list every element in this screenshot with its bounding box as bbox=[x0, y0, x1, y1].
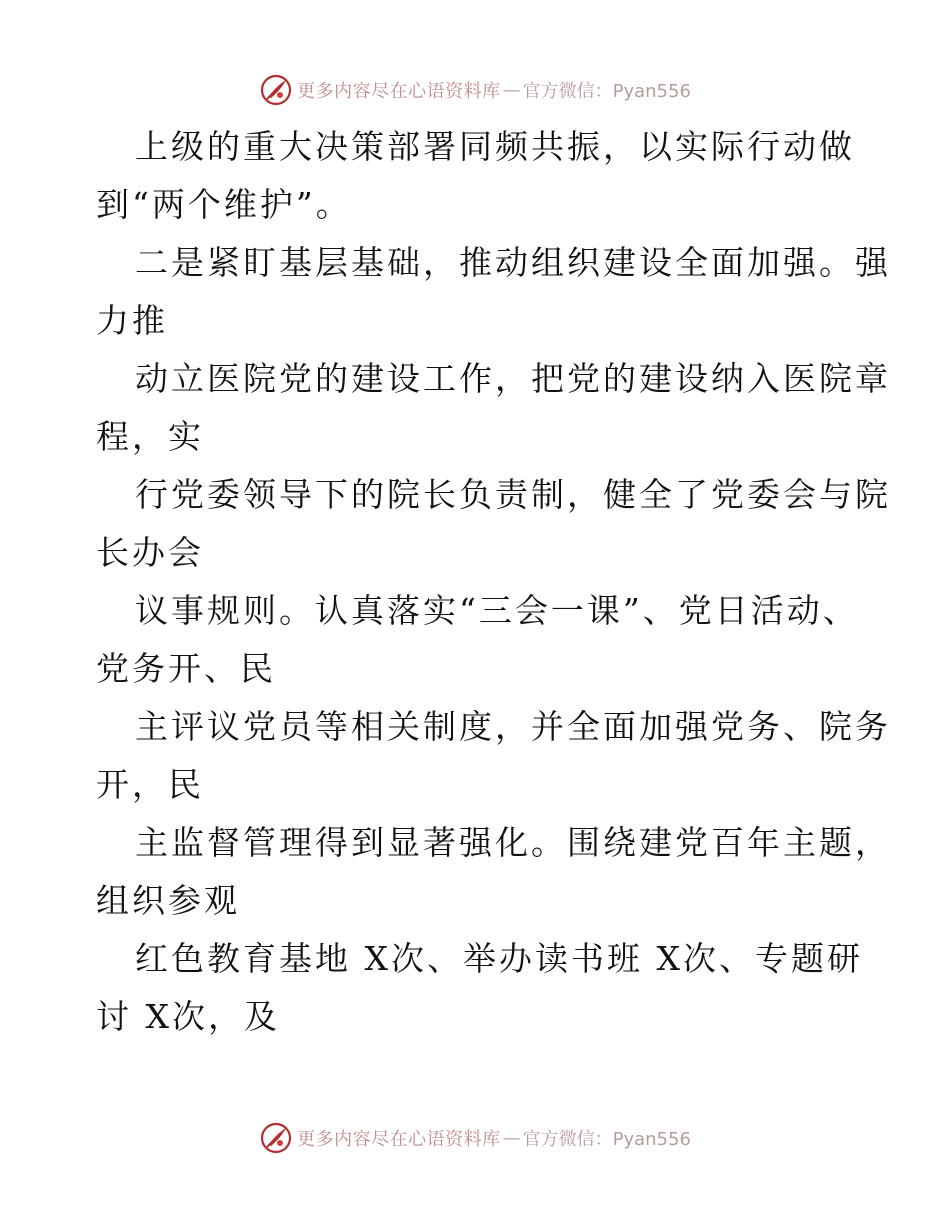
text-line-1: 上级的重大决策部署同频共振，以实际行动做 bbox=[135, 127, 855, 166]
text-line-6: 程，实 bbox=[96, 417, 204, 456]
text-line-11: 主评议党员等相关制度，并全面加强党务、院务 bbox=[135, 707, 891, 746]
text-line-16: 讨 X次，及 bbox=[96, 997, 280, 1036]
text-line-7: 行党委领导下的院长负责制，健全了党委会与院 bbox=[135, 475, 891, 514]
banner-dash: — bbox=[502, 79, 521, 101]
banner-wechat-text: 官方微信：Pyan556 bbox=[522, 1129, 691, 1150]
text-line-14: 组织参观 bbox=[96, 881, 240, 920]
text-line-15: 红色教育基地 X次、举办读书班 X次、专题研 bbox=[135, 939, 863, 978]
document-body bbox=[96, 118, 891, 1046]
banner-wechat-text: 官方微信：Pyan556 bbox=[522, 81, 691, 102]
text-line-4: 力推 bbox=[96, 301, 168, 340]
footer-watermark-banner bbox=[0, 1118, 950, 1158]
text-line-12: 开，民 bbox=[96, 765, 204, 804]
text-line-10: 党务开、民 bbox=[96, 649, 276, 688]
quill-seal-icon bbox=[259, 73, 293, 107]
banner-main-text: 更多内容尽在心语资料库 bbox=[297, 1129, 501, 1150]
banner-dash: — bbox=[502, 1127, 521, 1149]
text-line-5: 动立医院党的建设工作，把党的建设纳入医院章 bbox=[135, 359, 891, 398]
text-line-3: 二是紧盯基层基础，推动组织建设全面加强。强 bbox=[135, 243, 891, 282]
text-line-2: 到“两个维护”。 bbox=[96, 185, 352, 224]
text-line-8: 长办会 bbox=[96, 533, 204, 572]
banner-main-text: 更多内容尽在心语资料库 bbox=[297, 81, 501, 102]
text-line-9: 议事规则。认真落实“三会一课”、党日活动、 bbox=[135, 591, 859, 630]
text-line-13: 主监督管理得到显著强化。围绕建党百年主题， bbox=[135, 823, 891, 862]
quill-seal-icon bbox=[259, 1121, 293, 1155]
header-watermark-banner bbox=[0, 70, 950, 110]
